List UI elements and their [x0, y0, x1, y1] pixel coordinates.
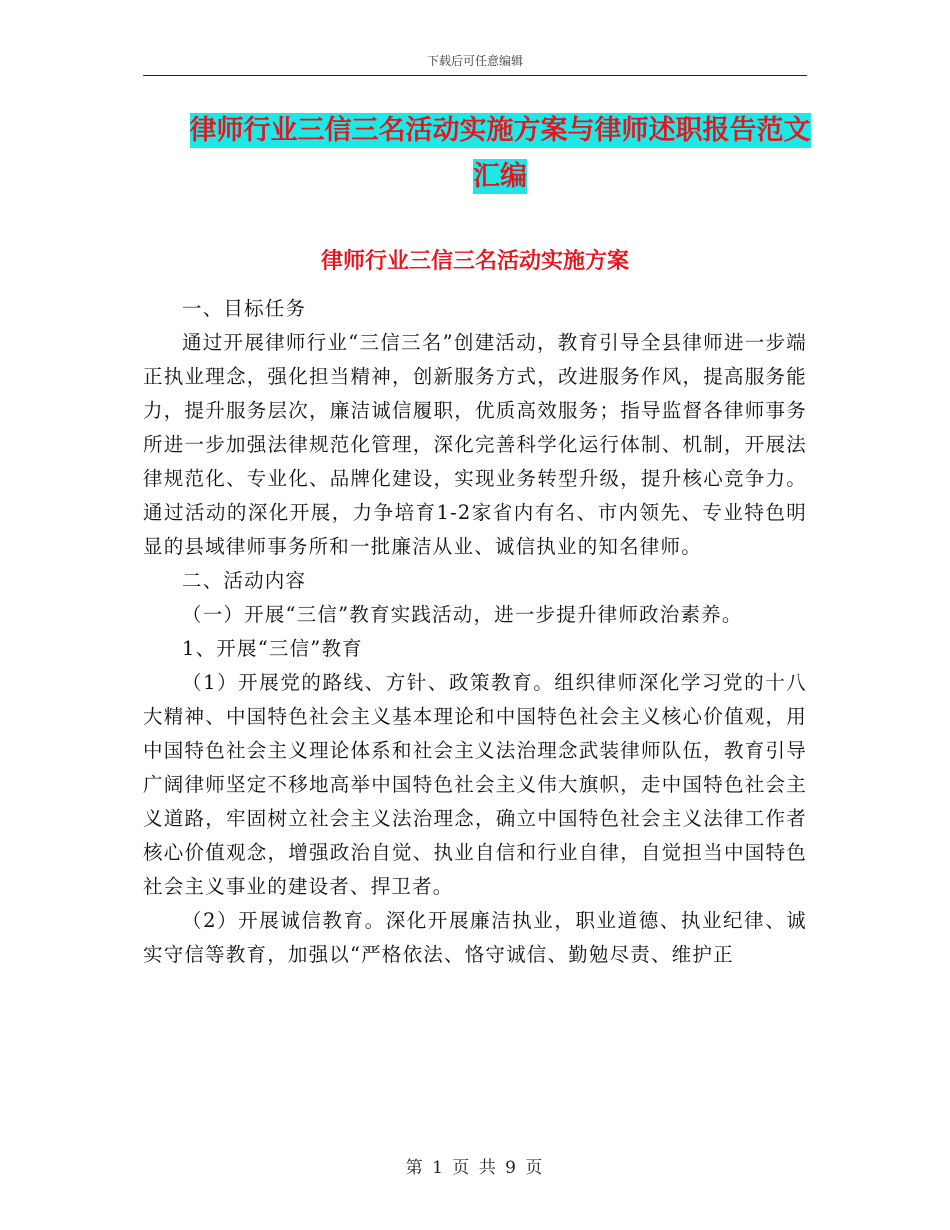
page-header: 下载后可任意编辑 — [426, 54, 523, 68]
page-number: 第 1 页 共 9 页 — [405, 1158, 545, 1178]
heading-objectives: 一、目标任务 — [182, 297, 307, 320]
paragraph-objectives: 通过开展律师行业“三信三名”创建活动，教育引导全县律师进一步端正执业理念，强化担当精神，创新服务方式，改进服务作风，提高服务能力，提升服务层次，廉洁诚信履职，优质高效服务；指导监督各律师事务所进一步加强法律规范化管理，深化完善科学化运行体制、机制，开展法律规范化、专业化、品牌化建设，实现业务转型升级，提升核心竞争力。通过活动的深化开展，力争培育1-2家省内有名、市内领先、专业特色明显的县域律师事务所和一批廉洁从业、诚信执业的知名律师。 — [143, 331, 807, 558]
document-title — [170, 108, 830, 200]
paragraph-integrity-education: （2）开展诚信教育。深化开展廉洁执业，职业道德、执业纪律、诚实守信等教育，加强以“严格依法、恪守诚信、勤勉尽责、维护正 — [143, 909, 807, 966]
heading-activities: 二、活动内容 — [182, 569, 307, 592]
section-title: 律师行业三信三名活动实施方案 — [320, 249, 629, 274]
subheading-education: 1、开展“三信”教育 — [182, 637, 363, 660]
paragraph-policy-education: （1）开展党的路线、方针、政策教育。组织律师深化学习党的十八大精神、中国特色社会主义基本理论和中国特色社会主义核心价值观，用中国特色社会主义理论体系和社会主义法治理念武装律师队伍，教育引导广阔律师坚定不移地高举中国特色社会主义伟大旗帜，走中国特色社会主义道路，牢固树立社会主义法治理念，确立中国特色社会主义法律工作者核心价值观念，增强政治自觉、执业自信和行业自律，自觉担当中国特色社会主义事业的建设者、捍卫者。 — [143, 671, 807, 898]
document-title-line-2: 汇编 — [473, 161, 527, 192]
document-body — [143, 292, 807, 972]
document-title-line-1: 律师行业三信三名活动实施方案与律师述职报告范文 — [189, 115, 811, 146]
subheading-three-beliefs: （一）开展“三信”教育实践活动，进一步提升律师政治素养。 — [182, 603, 743, 626]
header-divider — [143, 75, 807, 76]
